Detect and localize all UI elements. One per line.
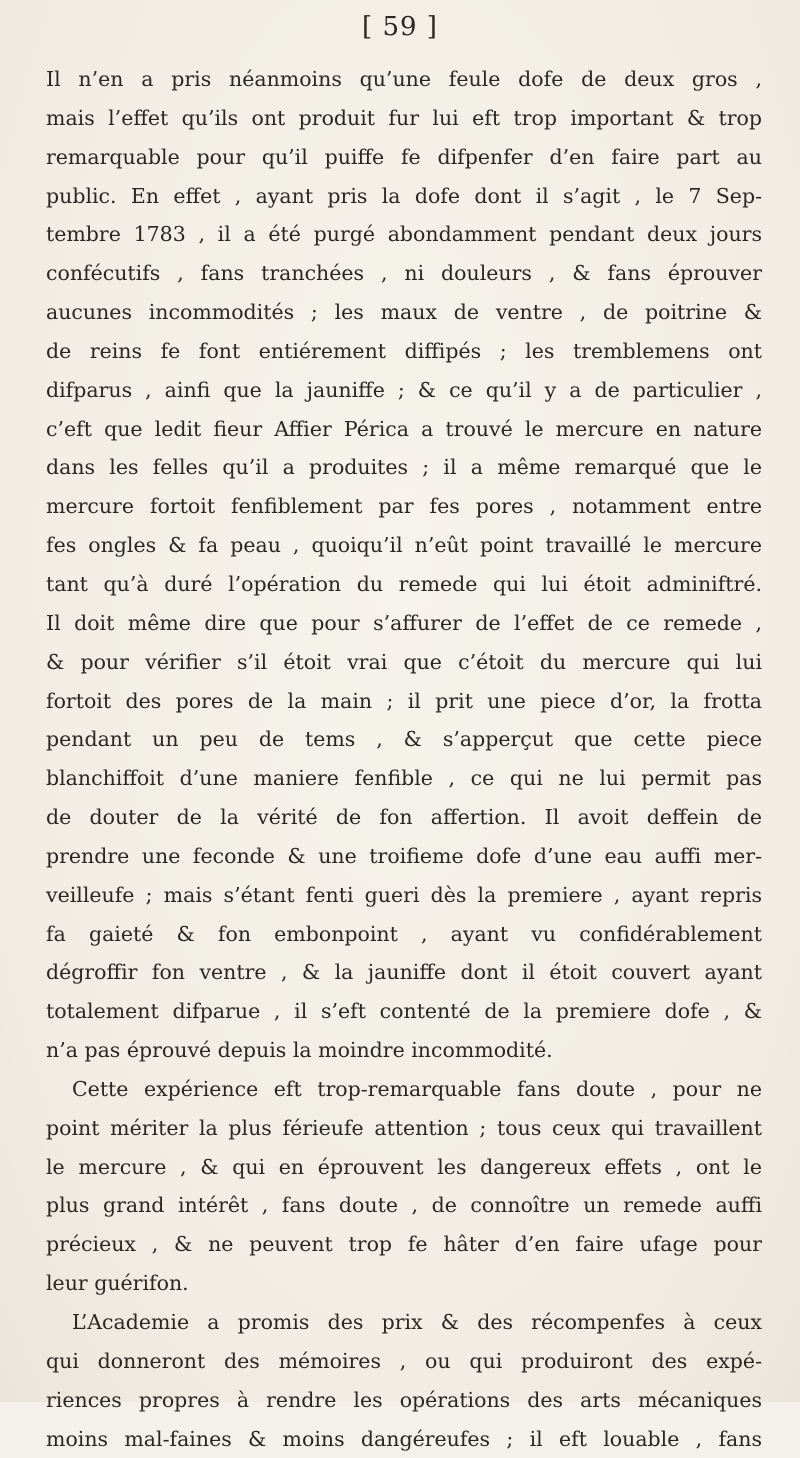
text-line: de douter de la vérité de fon affertion. Il avoit deffein de [46, 805, 762, 830]
text-line: fa gaieté & fon embonpoint , ayant vu confidérablement [46, 921, 762, 946]
page-number: [ 59 ] [362, 12, 438, 42]
text-line: Cette expérience eft trop-remarquable fans doute , pour ne [72, 1076, 762, 1101]
text-line: confécutifs , fans tranchées , ni douleurs , & fans éprouver [46, 261, 762, 286]
body-text [46, 60, 762, 1458]
text-line: fortoit des pores de la main ; il prit une piece d’or, la frotta [46, 688, 762, 713]
text-line: blanchiffoit d’une maniere fenfible , ce qui ne lui permit pas [46, 766, 762, 791]
text-line: dans les felles qu’il a produites ; il a même remarqué que le [46, 455, 762, 480]
text-line: leur guérifon. [46, 1271, 189, 1296]
text-line: dégroffir fon ventre , & la jauniffe dont il étoit couvert ayant [46, 960, 762, 985]
text-line: prendre une feconde & une troifieme dofe d’une eau auffi mer- [46, 843, 762, 868]
text-line: de reins fe font entiérement diffipés ; les tremblemens ont [46, 338, 762, 363]
text-line: moins mal-faines & moins dangéreufes ; il eft louable , fans [46, 1426, 762, 1451]
text-line: veilleufe ; mais s’étant fenti gueri dès la premiere , ayant repris [46, 882, 762, 907]
text-line: c’eft que ledit fieur Affier Périca a trouvé le mercure en nature [46, 416, 762, 441]
text-line: tembre 1783 , il a été purgé abondamment pendant deux jours [46, 222, 762, 247]
text-line: Il n’en a pris néanmoins qu’une feule dofe de deux gros , [46, 67, 762, 91]
text-line: précieux , & ne peuvent trop fe hâter d’en faire ufage pour [46, 1232, 762, 1257]
text-line: riences propres à rendre les opérations des arts mécaniques [46, 1387, 762, 1412]
text-line: & pour vérifier s’il étoit vrai que c’étoit du mercure qui lui [46, 649, 762, 674]
text-line: le mercure , & qui en éprouvent les dangereux effets , ont le [46, 1154, 762, 1179]
text-line: plus grand intérêt , fans doute , de connoître un remede auffi [46, 1193, 762, 1218]
text-line: point mériter la plus férieufe attention ; tous ceux qui travaillent [46, 1115, 762, 1140]
text-line: qui donneront des mémoires , ou qui produiront des expé- [46, 1348, 762, 1373]
text-line: totalement difparue , il s’eft contenté de la premiere dofe , & [46, 999, 762, 1024]
text-line: fes ongles & fa peau , quoiqu’il n’eût point travaillé le mercure [46, 533, 762, 558]
text-line: mais l’effet qu’ils ont produit fur lui eft trop important & trop [46, 105, 762, 130]
text-line: aucunes incommodités ; les maux de ventre , de poitrine & [46, 300, 762, 325]
text-line: public. En effet , ayant pris la dofe dont il s’agit , le 7 Sep- [46, 183, 762, 208]
text-line: n’a pas éprouvé depuis la moindre incommodité. [46, 1038, 553, 1063]
text-line: pendant un peu de tems , & s’apperçut que cette piece [46, 727, 762, 752]
text-line: difparus , ainfi que la jauniffe ; & ce qu’il y a de particulier , [46, 377, 762, 402]
text-line: mercure fortoit fenfiblement par fes pores , notamment entre [46, 494, 762, 519]
text-line: tant qu’à duré l’opération du remede qui lui étoit adminiftré. [46, 571, 762, 596]
text-line: Il doit même dire que pour s’affurer de l’effet de ce remede , [46, 610, 762, 635]
text-line: L’Academie a promis des prix & des récompenfes à ceux [72, 1310, 762, 1334]
text-line: remarquable pour qu’il puiffe fe difpenfer d’en faire part au [46, 144, 762, 169]
